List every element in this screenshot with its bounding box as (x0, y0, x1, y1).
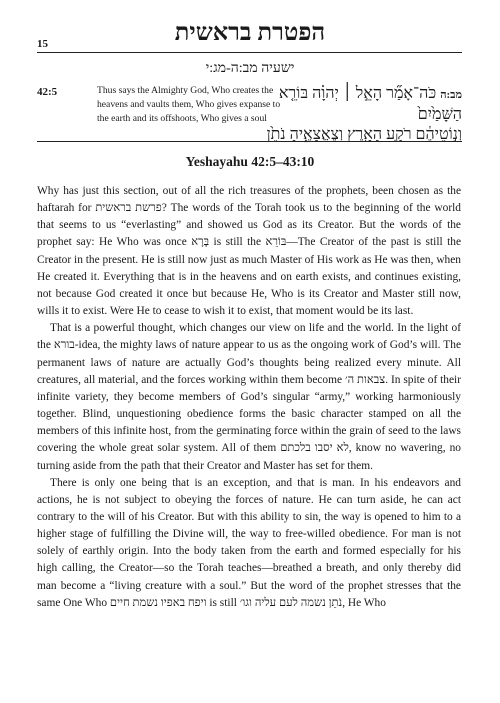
commentary-body (37, 183, 461, 612)
hebrew-reference: ישעיה מב:ה-מג:י (205, 61, 295, 76)
verse-hebrew-tag: מב:ה (440, 89, 462, 101)
verse-hebrew-text-1: כֹּה־אָמַ֞ר הָאֵ֣ל ׀ יְהוָ֗ה בּוֹרֵ֤א הַשָּׁמַ֙יִם֙ (278, 85, 462, 123)
verse-number: 42:5 (37, 86, 58, 98)
section-rule (37, 141, 462, 142)
paragraph: Why has just this section, out of all the rich treasures of the prophets, been chosen as the haftarah for פרשת בראשית? The words of the Torah took us to the beginning of the world that seems to us “everlasting” and showed us God as its Creator. But the words of the prophet say: He Who was once בָּרָא is still the בּוֹרֵא—The Creator of the past is still the Creator in the present. He is still now just as much Master of His work as He was then, when He created it. Everything that is in the heavens and on earth exists, and continues existing, not because God created it once but because He, Who is its Creator and Master still now, wills it to exist. Were He to cease to wish it to exist, that moment would be its last. (37, 185, 461, 318)
section-heading: Yeshayahu 42:5–43:10 (185, 154, 315, 169)
header-rule (37, 52, 462, 53)
verse-english: Thus says the Almighty God, Who creates the heavens and vaults them, Who gives expanse to the earth and its offshoots, Who gives a soul (97, 85, 281, 124)
paragraph: That is a powerful thought, which changes our view on life and the world. In the light of the בורא-idea, the mighty laws of nature appear to us as the ongoing work of God’s will. The permanent laws of nature are actually God’s thoughts being realized every minute. All creatures, all material, and the forces working within them become צבאות ה׳. In spite of their infinite variety, they become members of God’s singular “army,” working harmoniously together. Blind, unquestioning obedience forms the basic character stamped on all the members of this infinite host, from the germinating force within the grain of seed to the laws covering the whole great solar system. All of them לא יסבו בלכתם, know no wavering, no turning aside from the path that their Creator and Master has set for them. (37, 322, 462, 472)
verse-hebrew (257, 84, 462, 145)
running-title: הפטרת בראשית (174, 20, 326, 46)
paragraph: There is only one being that is an exception, and that is man. In his endeavors and actions, he is not subject to obeying the forces of nature. He can turn aside, he can act contrary to the will of his Creator. But with this ability to sin, the way is opened to him to a higher stage of fulfilling the Divine will, the way to free-willed obedience. For man is not solely of earthly origin. Into the body taken from the earth and formed especially for his high calling, the Creator—so the Torah teaches—breathed a breath, and only thereby did man become a “living creature with a soul.” But the word of the prophet stresses that the same One Who ויפח באפיו נשמת חיים is still נֹתֵן נשמה לעם עליה וגו׳, He Who (37, 476, 461, 609)
verse-hebrew-line-1 (257, 84, 462, 125)
verse-hebrew-line-2: וְנ֣וֹטֵיהֶ֔ם רֹקַ֥ע הָאָ֖רֶץ וְצֶאֱצָאֶ֑יהָ נֹתֵ֙ן (266, 126, 462, 143)
page-number: 15 (37, 38, 48, 50)
